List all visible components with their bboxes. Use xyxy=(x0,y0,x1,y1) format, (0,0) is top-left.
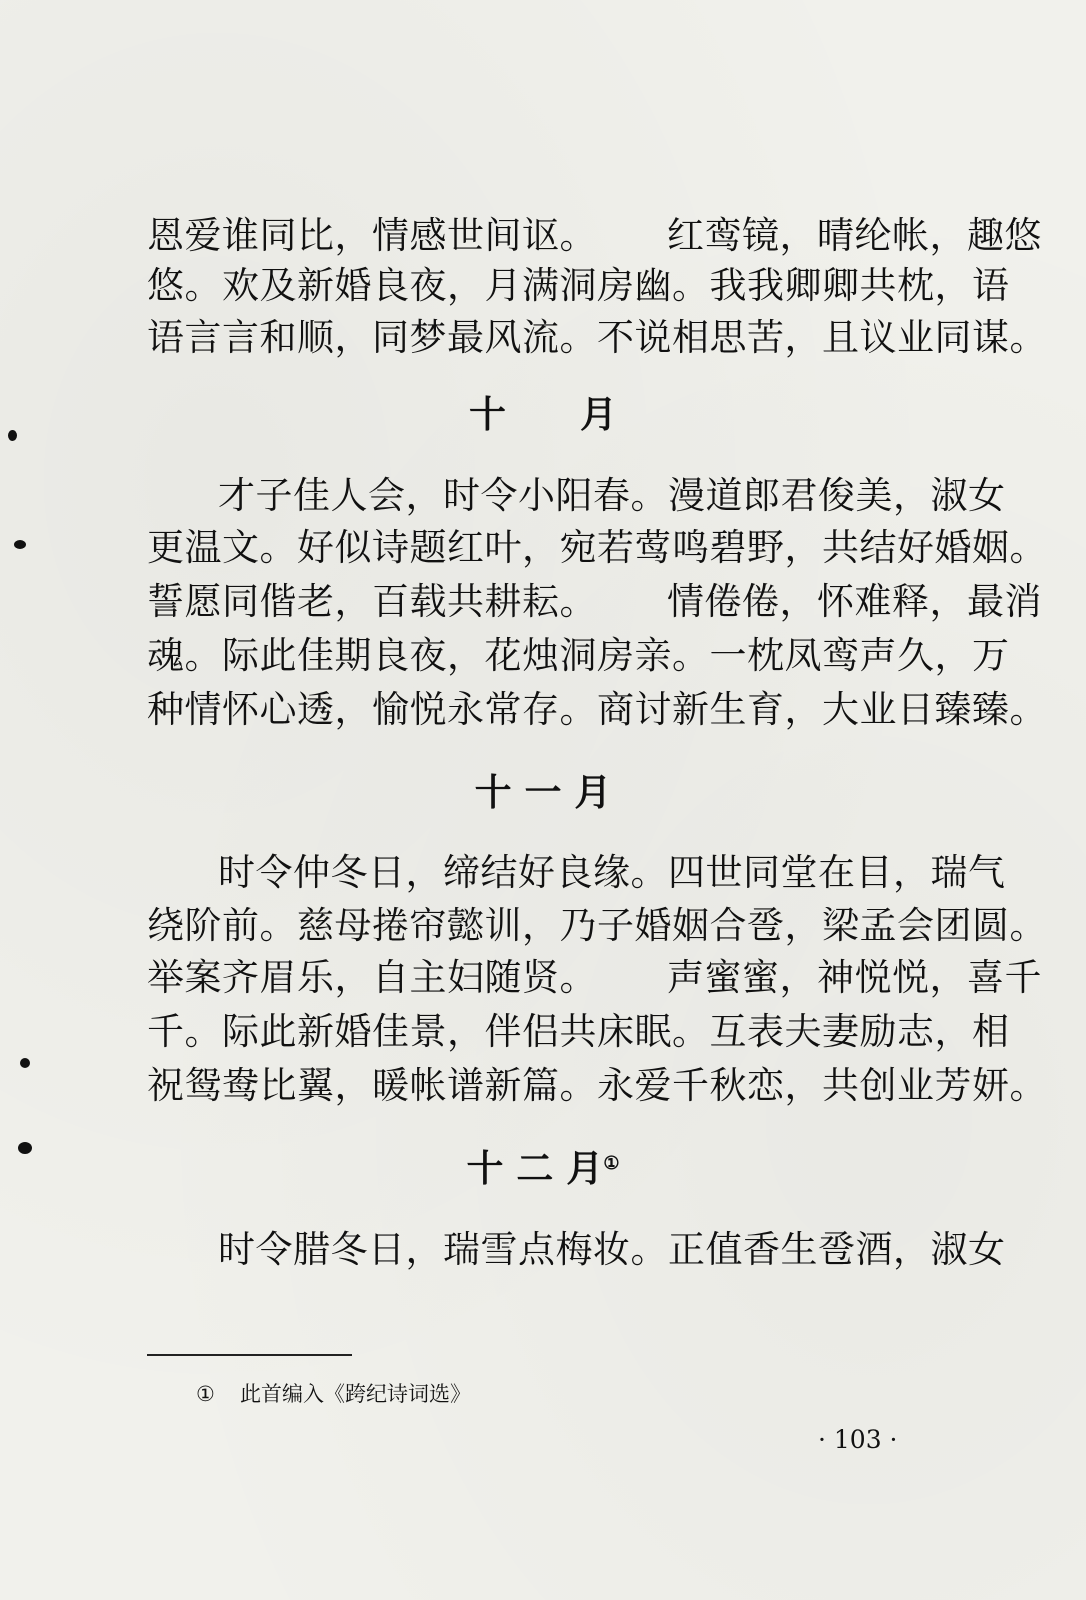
text-line xyxy=(147,214,1042,258)
line-text: 祝鸳鸯比翼，暖帐谱新篇。永爱千秋恋，共创业芳妍。 xyxy=(147,1064,1047,1107)
text-line xyxy=(218,474,1038,518)
line-text: 恩爱谁同比，情感世间讴。 xyxy=(147,214,597,257)
line-text: 誓愿同偕老，百载共耕耘。 xyxy=(147,580,597,623)
line-text: 千。际此新婚佳景，伴侣共床眠。互表夫妻励志，相 xyxy=(147,1010,1010,1053)
line-text: 种情怀心透，愉悦永常存。商讨新生育，大业日臻臻。 xyxy=(147,688,1047,731)
text-line xyxy=(147,316,1047,360)
line-text: 绕阶前。慈母捲帘懿训，乃子婚姻合卺，梁孟会团圆。 xyxy=(147,904,1047,947)
line-text-continued: 红鸾镜，晴纶帐，趣悠 xyxy=(667,214,1042,257)
line-text: 时令仲冬日，缔结好良缘。四世同堂在目，瑞气 xyxy=(218,851,1006,894)
footnote-divider xyxy=(147,1354,352,1356)
line-text-continued: 声蜜蜜，神悦悦，喜千 xyxy=(667,956,1042,999)
line-text: 悠。欢及新婚良夜，月满洞房幽。我我卿卿共枕，语 xyxy=(147,264,1010,307)
text-line xyxy=(147,1010,1010,1054)
text-line xyxy=(147,688,1047,732)
line-text: 时令腊冬日，瑞雪点梅妆。正值香生卺酒，淑女 xyxy=(218,1228,1006,1271)
footnote-text: 此首编入《跨纪诗词选》 xyxy=(240,1382,471,1406)
scan-speck xyxy=(8,430,17,441)
section-heading xyxy=(0,1146,1086,1190)
text-line xyxy=(147,956,1042,1000)
scan-speck xyxy=(18,1142,32,1154)
text-line xyxy=(147,1064,1047,1108)
page-number: · 103 · xyxy=(818,1425,898,1454)
line-text: 语言言和顺，同梦最风流。不说相思苦，且议业同谋。 xyxy=(147,316,1047,359)
section-title: 十 二 月 xyxy=(466,1146,604,1190)
line-text: 举案齐眉乐，自主妇随贤。 xyxy=(147,956,597,999)
line-text: 魂。际此佳期良夜，花烛洞房亲。一枕凤鸾声久，万 xyxy=(147,634,1010,677)
footnote-reference[interactable]: ① xyxy=(603,1153,620,1174)
text-line xyxy=(147,904,1047,948)
text-line xyxy=(147,526,1047,570)
footnote xyxy=(196,1380,471,1408)
text-line xyxy=(218,851,1038,895)
text-line xyxy=(147,264,1010,308)
text-line xyxy=(147,580,1042,624)
section-title: 十 月 xyxy=(469,392,617,436)
footnote-mark: ① xyxy=(196,1382,215,1406)
section-title: 十 一 月 xyxy=(474,770,612,814)
section-heading xyxy=(0,770,1086,814)
line-text: 才子佳人会，时令小阳春。漫道郎君俊美，淑女 xyxy=(218,474,1006,517)
scan-speck xyxy=(20,1058,30,1068)
text-line xyxy=(147,634,1010,678)
section-heading xyxy=(0,392,1086,436)
line-text-continued: 情倦倦，怀难释，最消 xyxy=(667,580,1042,623)
text-line xyxy=(218,1228,1038,1272)
line-text: 更温文。好似诗题红叶，宛若莺鸣碧野，共结好婚姻。 xyxy=(147,526,1047,569)
scan-speck xyxy=(14,540,26,549)
